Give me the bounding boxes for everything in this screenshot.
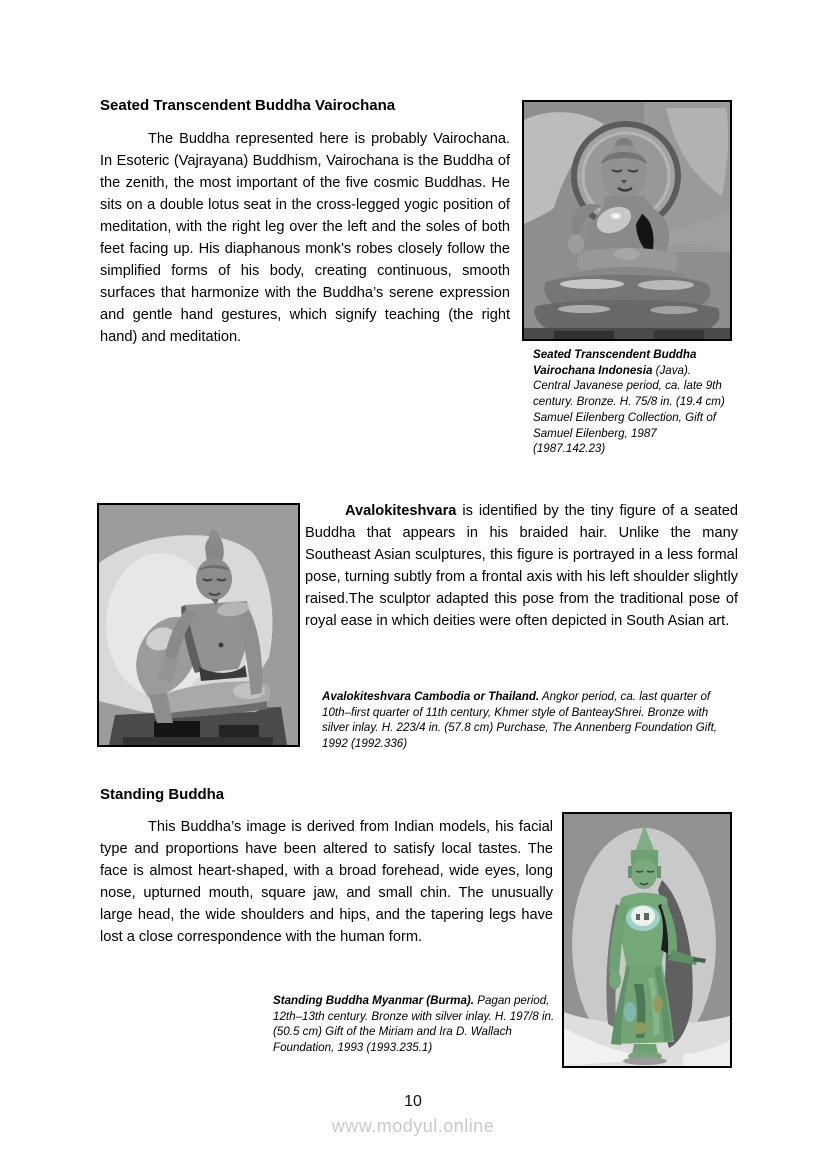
seated-vairochana-statue-image xyxy=(524,102,730,339)
caption-detail: Angkor period, ca. last quarter of 10th–first quarter of 11th century, Khmer style of BanteayShrei. Bronze with silver inlay. H. 223/4 in. (57.8 cm) Purchase, The Annenberg Foundation Gift, 1992 (1992.336) xyxy=(322,690,718,751)
caption-detail: (Java). Central Javanese period, ca. late 9th century. Bronze. H. 75/8 in. (19.4 cm) Samuel Eilenberg Collection, Gift of Samuel Eilenberg, 1987 (1987.142.23) xyxy=(533,363,725,456)
caption-title: Standing Buddha Myanmar (Burma). xyxy=(273,994,474,1007)
avalokiteshvara-text: is identified by the tiny figure of a seated Buddha that appears in his braided hair. Unlike the many Southeast Asian sculptures, this figure is portrayed in a less formal pose, turning subtly from a frontal axis with his left shoulder slightly raised.The sculptor adapted this pose from the traditional pose of royal ease in which deities were often depicted in South Asian art. xyxy=(305,503,738,629)
avalokiteshvara-paragraph xyxy=(305,500,738,632)
caption-detail: Pagan period, 12th–13th century. Bronze with silver inlay. H. 197/8 in. (50.5 cm) Gift of the Miriam and Ira D. Wallach Foundation, 1993 (1993.235.1) xyxy=(273,994,555,1055)
avalokiteshvara-statue-image xyxy=(99,505,298,745)
page-number: 10 xyxy=(404,1093,422,1110)
standing-buddha-statue-image xyxy=(564,814,730,1066)
standing-buddha-paragraph: This Buddha’s image is derived from Indian models, his facial type and proportions have been altered to satisfy local tastes. The face is almost heart-shaped, with a broad forehead, wide eyes, long nose, upturned mouth, square jaw, and small chin. The unusually large head, the wide shoulders and hips, and the tapering legs have lost a close correspondence with the human form. xyxy=(100,819,553,945)
avalokiteshvara-photo xyxy=(97,503,300,747)
watermark-text: www.modyul.online xyxy=(331,1116,495,1136)
standing-buddha-photo xyxy=(562,812,732,1068)
seated-vairochana-caption xyxy=(533,347,725,457)
avalokiteshvara-caption xyxy=(322,689,726,752)
caption-title: Seated Transcendent Buddha Vairochana Indonesia xyxy=(533,348,697,377)
caption-title: Avalokiteshvara Cambodia or Thailand. xyxy=(322,690,540,703)
seated-vairochana-paragraph: The Buddha represented here is probably Vairochana. In Esoteric (Vajrayana) Buddhism, Vairochana is the Buddha of the zenith, the most important of the five cosmic Buddhas. He sits on a double lotus seat in the cross-legged yogic position of meditation, with the right leg over the left and the soles of both feet facing up. His diaphanous monk’s robes closely follow the simplified forms of his body, creating continuous, smooth surfaces that harmonize with the Buddha’s serene expression and gentle hand gestures, which signify teaching (the right hand) and meditation. xyxy=(100,131,510,345)
seated-vairochana-photo xyxy=(522,100,732,341)
avalokiteshvara-lead: Avalokiteshvara xyxy=(345,503,457,519)
standing-buddha-caption xyxy=(273,993,557,1056)
section-heading-seated-vairochana: Seated Transcendent Buddha Vairochana xyxy=(100,97,396,114)
section-heading-standing-buddha: Standing Buddha xyxy=(100,786,225,803)
